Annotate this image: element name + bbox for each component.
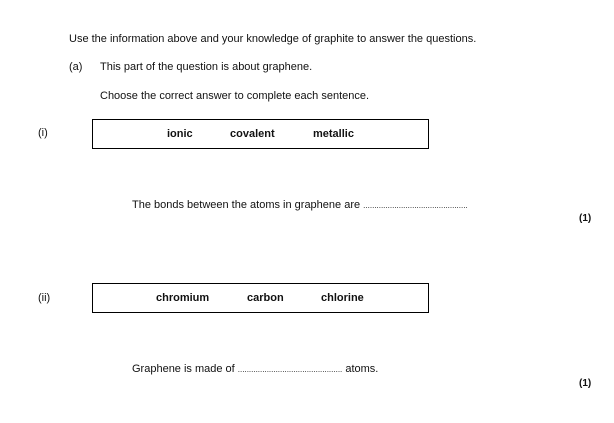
sentence-i (132, 199, 468, 211)
sentence-i-text: The bonds between the atoms in graphene are (132, 199, 361, 211)
sentence-ii-text: Graphene is made of (132, 363, 235, 375)
marks-ii: (1) (579, 378, 592, 389)
part-a-label: (a) (69, 61, 83, 73)
marks-i: (1) (579, 213, 592, 224)
part-a-text: This part of the question is about graphene. (100, 61, 313, 73)
question-number-ii: (ii) (38, 292, 51, 304)
option-metallic[interactable]: metallic (313, 128, 354, 140)
sentence-ii (132, 363, 378, 375)
option-chromium[interactable]: chromium (156, 292, 210, 304)
sentence-ii-end: atoms. (345, 363, 379, 375)
answer-options-box-ii (92, 283, 429, 313)
option-ionic[interactable]: ionic (167, 128, 193, 140)
option-carbon[interactable]: carbon (247, 292, 284, 304)
option-chlorine[interactable]: chlorine (321, 292, 364, 304)
answer-blank-ii[interactable]: ............................................... (237, 365, 343, 374)
intro-text: Use the information above and your knowledge of graphite to answer the questions. (69, 33, 477, 45)
answer-blank-i[interactable]: ............................................... (363, 201, 468, 210)
answer-options-box-i (92, 119, 429, 149)
instruction-text: Choose the correct answer to complete each sentence. (100, 90, 370, 102)
option-covalent[interactable]: covalent (230, 128, 275, 140)
question-number-i: (i) (38, 127, 48, 139)
